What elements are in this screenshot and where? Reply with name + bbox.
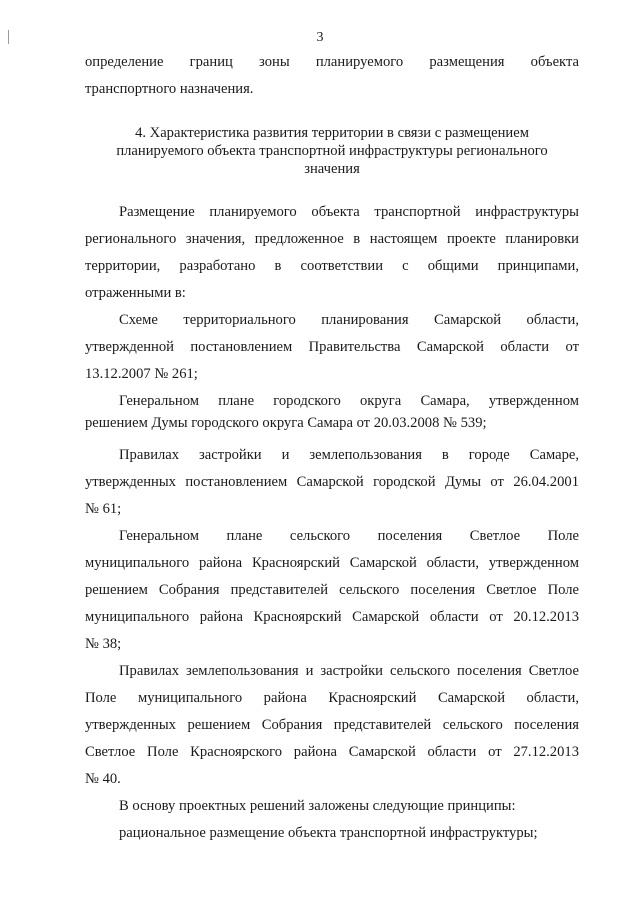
paragraph-line: утвержденной постановлением Правительства Самарской области от [85, 339, 579, 355]
section-heading: 4. Характеристика развития территории в связи с размещением [135, 125, 529, 141]
paragraph-line: № 38; [85, 636, 122, 652]
paragraph-line: регионального значения, предложенное в настоящем проекте планировки [85, 231, 579, 247]
paragraph-line: Генеральном плане городского округа Самара, утвержденном [119, 393, 579, 409]
paragraph-line: Генеральном плане сельского поселения Светлое Поле [119, 528, 579, 544]
paragraph-line: утвержденных постановлением Самарской городской Думы от 26.04.2001 [85, 474, 579, 490]
intro-line: транспортного назначения. [85, 81, 254, 97]
paragraph-line: Правилах застройки и землепользования в городе Самаре, [119, 447, 579, 463]
paragraph-line: муниципального района Красноярский Самарской области от 20.12.2013 [85, 609, 579, 625]
intro-line: определение границ зоны планируемого размещения объекта [85, 54, 579, 70]
paragraph-line: Светлое Поле Красноярского района Самарской области от 27.12.2013 [85, 744, 579, 760]
paragraph-line: решением Собрания представителей сельского поселения Светлое Поле [85, 582, 579, 598]
paragraph-line: территории, разработано в соответствии с общими принципами, [85, 258, 579, 274]
page-number: 3 [316, 30, 324, 45]
paragraph-line: муниципального района Красноярский Самарской области, утвержденном [85, 555, 579, 571]
paragraph-line: Размещение планируемого объекта транспортной инфраструктуры [119, 204, 579, 220]
paragraph-line: Поле муниципального района Красноярский Самарской области, [85, 690, 579, 706]
paragraph-line: Схеме территориального планирования Самарской области, [119, 312, 579, 328]
paragraph-line: решением Думы городского округа Самара от 20.03.2008 № 539; [85, 415, 487, 431]
paragraph-line: № 40. [85, 771, 121, 787]
paragraph-line: 13.12.2007 № 261; [85, 366, 198, 382]
paragraph-line: № 61; [85, 501, 122, 517]
section-heading: планируемого объекта транспортной инфраструктуры регионального [116, 143, 548, 159]
paragraph-line: рациональное размещение объекта транспортной инфраструктуры; [119, 825, 538, 841]
paragraph-line: утвержденных решением Собрания представителей сельского поселения [85, 717, 579, 733]
paragraph-line: В основу проектных решений заложены следующие принципы: [119, 798, 516, 814]
section-heading: значения [304, 161, 360, 177]
paragraph-line: Правилах землепользования и застройки сельского поселения Светлое [119, 663, 579, 679]
paragraph-line: отраженными в: [85, 285, 186, 301]
